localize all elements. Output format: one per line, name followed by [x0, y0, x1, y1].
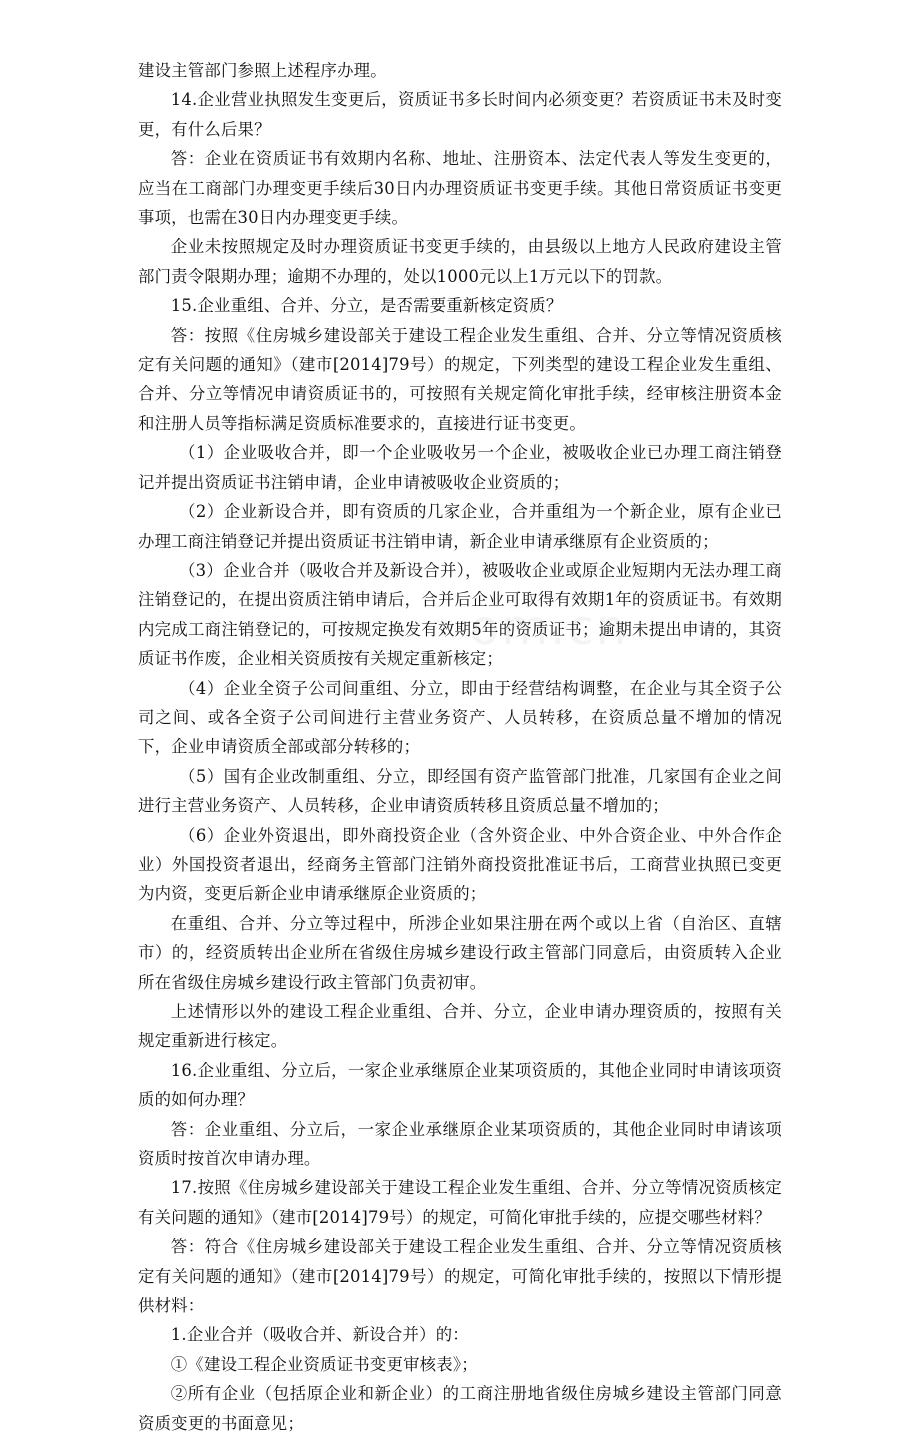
list-item: （6）企业外资退出，即外商投资企业（含外资企业、中外合资企业、中外合作企业）外国投资者退出，经商务主管部门注销外商投资批准证书后，工商营业执照已变更为内资，变更后新企业申请承继原企业资质的； — [138, 825, 782, 904]
list-item: 1.企业合并（吸收合并、新设合并）的： — [170, 1325, 469, 1345]
paragraph: 建设主管部门参照上述程序办理。 — [138, 61, 387, 80]
answer-17: 答：符合《住房城乡建设部关于建设工程企业发生重组、合并、分立等情况资质核定有关问题的通知》（建市[2014]79号）的规定，可简化审批手续的，按照以下情形提供材料： — [138, 1237, 782, 1316]
list-item: （3）企业合并（吸收合并及新设合并），被吸收企业或原企业短期内无法办理工商注销登记的，在提出资质注销申请后，合并后企业可取得有效期1年的资质证书。有效期内完成工商注销登记的，可按规定换发有效期5年的资质证书；逾期未提出申请的，其资质证书作废，企业相关资质按有关规定重新核定； — [138, 560, 782, 669]
question-15: 15.企业重组、合并、分立，是否需要重新核定资质？ — [170, 296, 563, 316]
paragraph: 企业未按照规定及时办理资质证书变更手续的，由县级以上地方人民政府建设主管部门责令限期办理；逾期不办理的，处以1000元以上1万元以下的罚款。 — [138, 237, 782, 286]
list-item: （2）企业新设合并，即有资质的几家企业，合并重组为一个新企业，原有企业已办理工商注销登记并提出资质证书注销申请，新企业申请承继原有企业资质的； — [138, 502, 782, 551]
answer-14: 答：企业在资质证书有效期内名称、地址、注册资本、法定代表人等发生变更的，应当在工商部门办理变更手续后30日内办理资质证书变更手续。其他日常资质证书变更事项，也需在30日内办理变更手续。 — [138, 149, 782, 228]
list-item: ①《建设工程企业资质证书变更审核表》； — [170, 1354, 478, 1374]
answer-16: 答：企业重组、分立后，一家企业承继原企业某项资质的，其他企业同时申请该项资质时按首次申请办理。 — [138, 1119, 782, 1169]
question-16: 16.企业重组、分立后，一家企业承继原企业某项资质的，其他企业同时申请该项资质的如何办理？ — [138, 1060, 782, 1110]
list-item: ②所有企业（包括原企业和新企业）的工商注册地省级住房城乡建设主管部门同意资质变更的书面意见； — [138, 1384, 782, 1433]
question-17: 17.按照《住房城乡建设部关于建设工程企业发生重组、合并、分立等情况资质核定有关问题的通知》（建市[2014]79号）的规定，可简化审批手续的，应提交哪些材料？ — [138, 1178, 782, 1227]
list-item: （1）企业吸收合并，即一个企业吸收另一个企业，被吸收企业已办理工商注销登记并提出资质证书注销申请，企业申请被吸收企业资质的； — [138, 443, 782, 492]
list-item: （4）企业全资子公司间重组、分立，即由于经营结构调整，在企业与其全资子公司之间、或各全资子公司间进行主营业务资产、人员转移，在资质总量不增加的情况下，企业申请资质全部或部分转移的； — [138, 678, 782, 757]
question-14: 14.企业营业执照发生变更后，资质证书多长时间内必须变更？若资质证书未及时变更，有什么后果？ — [138, 90, 782, 139]
list-item: （5）国有企业改制重组、分立，即经国有资产监管部门批准，几家国有企业之间进行主营业务资产、人员转移，企业申请资质转移且资质总量不增加的； — [138, 766, 782, 816]
answer-15: 答：按照《住房城乡建设部关于建设工程企业发生重组、合并、分立等情况资质核定有关问题的通知》（建市[2014]79号）的规定，下列类型的建设工程企业发生重组、合并、分立等情况申请资质证书的，可按照有关规定简化审批手续，经审核注册资本金和注册人员等指标满足资质标准要求的，直接进行证书变更。 — [138, 325, 782, 433]
document-body — [138, 56, 782, 1438]
paragraph: 在重组、合并、分立等过程中，所涉企业如果注册在两个或以上省（自治区、直辖市）的，经资质转出企业所在省级住房城乡建设行政主管部门同意后，由资质转入企业所在省级住房城乡建设行政主管部门负责初审。 — [138, 913, 782, 992]
paragraph: 上述情形以外的建设工程企业重组、合并、分立，企业申请办理资质的，按照有关规定重新进行核定。 — [138, 1002, 782, 1051]
